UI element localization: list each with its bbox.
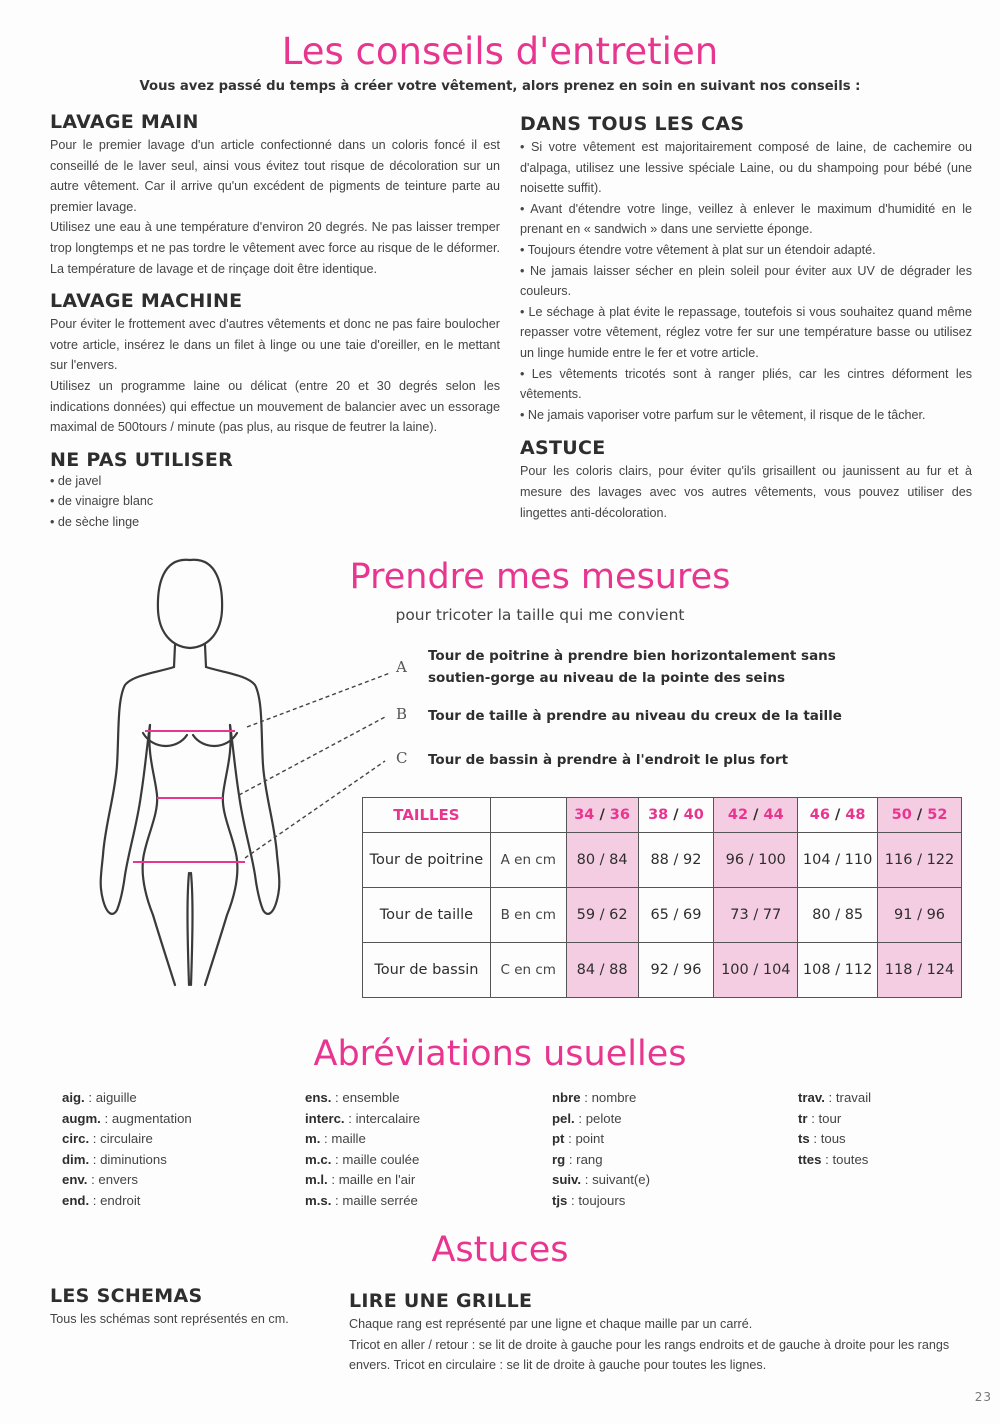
table-cell: 80 / 84 <box>566 833 638 888</box>
table-row <box>363 943 962 998</box>
tips-title: Astuces <box>431 1230 569 1270</box>
abbreviation-item: m.l. : maille en l'air <box>305 1172 416 1188</box>
size-header: 34 / 36 <box>566 798 638 833</box>
abbreviation-column-3 <box>552 1088 650 1212</box>
abbreviation-item: ttes : toutes <box>798 1151 869 1167</box>
abbreviation-item: end. : endroit <box>62 1192 141 1208</box>
care-right-column <box>520 113 972 523</box>
abbreviation-item: dim. : diminutions <box>62 1151 167 1167</box>
care-title: Les conseils d'entretien <box>281 30 719 73</box>
table-cell: 108 / 112 <box>798 943 878 998</box>
table-row <box>363 833 962 888</box>
abbreviation-item: aig. : aiguille <box>62 1090 137 1105</box>
schemas-section <box>50 1285 330 1330</box>
measures-subtitle: pour tricoter la taille qui me convient <box>395 606 685 624</box>
list-item: • Toujours étendre votre vêtement à plat sur un étendoir adapté. <box>520 240 972 261</box>
ne-pas-utiliser-list <box>50 471 500 533</box>
table-cell: 91 / 96 <box>878 888 962 943</box>
schemas-heading: LES SCHEMAS <box>50 1285 203 1307</box>
abbreviation-item: tjs : toujours <box>552 1192 626 1208</box>
table-header-empty <box>490 798 566 833</box>
page-number: 23 <box>974 1390 992 1404</box>
care-left-column <box>50 111 500 533</box>
torso-left-outline <box>143 725 175 985</box>
abbreviation-column-4 <box>798 1088 871 1170</box>
size-header: 46 / 48 <box>798 798 878 833</box>
lavage-machine-heading: LAVAGE MACHINE <box>50 290 243 313</box>
measure-text: Tour de bassin à prendre à l'endroit le plus fort <box>428 752 789 768</box>
table-cell: 92 / 96 <box>638 943 714 998</box>
abbreviation-column-1 <box>62 1088 192 1212</box>
abbreviation-item: ts : tous <box>798 1131 846 1147</box>
measure-letter: A <box>396 658 407 676</box>
grille-section <box>349 1290 961 1376</box>
astuce-text: Pour les coloris clairs, pour éviter qu'ils grisaillent ou jaunissent au fur et à mesure des lavages avec vos autres vêtements, vous pouvez utiliser des lingettes anti-décoloration. <box>520 464 972 520</box>
measure-text: Tour de taille à prendre au niveau du creux de la taille <box>428 708 842 724</box>
table-cell: 88 / 92 <box>638 833 714 888</box>
table-cell: 80 / 85 <box>798 888 878 943</box>
right-arm-outline <box>206 667 279 914</box>
table-cell: 104 / 110 <box>798 833 878 888</box>
grille-heading: LIRE UNE GRILLE <box>349 1290 533 1312</box>
table-cell: 100 / 104 <box>714 943 798 998</box>
abbreviation-item: pt : point <box>552 1131 605 1147</box>
table-row <box>363 888 962 943</box>
lavage-main-text-1: Pour le premier lavage d'un article confectionné dans un coloris foncé il est conseillé de le laver seul, ainsi vous évitez tout risque de décoloration sur un autre vêtement. Car il arrive qu'un excédent de pigments de teinture parte au premier lavage. <box>50 138 500 214</box>
lavage-machine-text-1: Pour éviter le frottement avec d'autres vêtements et donc ne pas faire boulocher votre article, insérez le dans un filet à linge ou une taie d'oreiller, en le mettant sur l'envers. <box>50 317 500 373</box>
table-cell: 73 / 77 <box>714 888 798 943</box>
list-item: • Avant d'étendre votre linge, veillez à enlever le maximum d'humidité en le prenant en « sandwich » dans une serviette éponge. <box>520 199 972 240</box>
list-item: • Le séchage à plat évite le repassage, toutefois si vous souhaitez quand même repasser votre vêtement, réglez votre fer sur une température basse ou utilisez un linge humide entre le fer et votre article. <box>520 302 972 364</box>
measure-text: Tour de poitrine à prendre bien horizontalement sans soutien-gorge au niveau de la pointe des seins <box>428 648 836 686</box>
size-header: 50 / 52 <box>878 798 962 833</box>
schemas-text: Tous les schémas sont représentés en cm. <box>50 1312 289 1326</box>
left-arm-outline <box>101 667 174 914</box>
list-item: • Ne jamais laisser sécher en plein soleil pour éviter aux UV de dégrader les couleurs. <box>520 261 972 302</box>
table-header-row <box>363 798 962 833</box>
list-item: • de vinaigre blanc <box>50 491 500 512</box>
row-unit: A en cm <box>490 833 566 888</box>
list-item: • de sèche linge <box>50 512 500 533</box>
abbreviations-title: Abréviations usuelles <box>313 1034 687 1074</box>
abbreviation-item: interc. : intercalaire <box>305 1110 421 1126</box>
size-header: 38 / 40 <box>638 798 714 833</box>
astuce-heading: ASTUCE <box>520 437 606 460</box>
table-cell: 118 / 124 <box>878 943 962 998</box>
lavage-machine-text-2: Utilisez un programme laine ou délicat (entre 20 et 30 degrés selon les indications données) qui effectue un mouvement de balancier avec un essorage maximal de 500tours / minute (pas plus, au risque de feutrer la laine). <box>50 378 500 435</box>
list-item: • de javel <box>50 471 500 492</box>
row-label: Tour de taille <box>363 888 491 943</box>
row-unit: C en cm <box>490 943 566 998</box>
torso-right-outline <box>205 725 237 985</box>
list-item: • Si votre vêtement est majoritairement composé de laine, de cachemire ou d'alpaga, utilisez une lessive spéciale Laine, ou du shampoing pour bébé (une noisette suffit). <box>520 137 972 199</box>
abbreviation-item: m.s. : maille serrée <box>305 1192 418 1208</box>
table-cell: 116 / 122 <box>878 833 962 888</box>
abbreviation-item: augm. : augmentation <box>62 1110 192 1126</box>
abbreviation-item: trav. : travail <box>798 1090 872 1105</box>
abbreviation-item: m. : maille <box>305 1131 366 1147</box>
measure-letter: C <box>396 749 408 767</box>
abbreviation-item: rg : rang <box>552 1151 603 1167</box>
size-table <box>362 797 962 998</box>
row-label: Tour de bassin <box>363 943 491 998</box>
abbreviation-column-2 <box>305 1088 420 1212</box>
table-cell: 84 / 88 <box>566 943 638 998</box>
lavage-main-text-2: Utilisez une eau à une température d'environ 20 degrés. Ne pas laisser tremper trop longtemps et ne pas tordre le vêtement avec force au risque de le déformer. La température de lavage et de rinçage doit être identique. <box>50 220 500 276</box>
abbreviation-item: nbre : nombre <box>552 1090 637 1105</box>
abbreviation-item: circ. : circulaire <box>62 1131 153 1147</box>
abbreviation-item: tr : tour <box>798 1110 842 1126</box>
size-header: 42 / 44 <box>714 798 798 833</box>
abbreviation-item: pel. : pelote <box>552 1110 622 1126</box>
table-cell: 59 / 62 <box>566 888 638 943</box>
bust-outline <box>143 733 237 746</box>
list-item: • Les vêtements tricotés sont à ranger pliés, car les cintres déforment les vêtements. <box>520 364 972 405</box>
abbreviation-item: ens. : ensemble <box>305 1090 400 1105</box>
table-header-label: TAILLES <box>363 798 491 833</box>
leader-line-a <box>247 673 390 727</box>
measure-letter: B <box>396 705 408 723</box>
lavage-main-heading: LAVAGE MAIN <box>50 111 199 133</box>
row-label: Tour de poitrine <box>363 833 491 888</box>
dans-tous-les-cas-heading: DANS TOUS LES CAS <box>520 113 745 135</box>
care-subtitle: Vous avez passé du temps à créer votre vêtement, alors prenez en soin en suivant nos conseils : <box>139 79 861 94</box>
grille-text-2: Tricot en aller / retour : se lit de droite à gauche pour les rangs endroits et de gauche à droite pour les rangs envers. Tricot en circulaire : se lit de droite à gauche pour toutes les lignes. <box>349 1337 950 1373</box>
dans-tous-les-cas-list <box>520 137 972 425</box>
grille-text-1: Chaque rang est représenté par une ligne et chaque maille par un carré. <box>349 1317 753 1331</box>
row-unit: B en cm <box>490 888 566 943</box>
ne-pas-utiliser-heading: NE PAS UTILISER <box>50 448 234 471</box>
abbreviation-item: suiv. : suivant(e) <box>552 1172 650 1188</box>
abbreviation-item: env. : envers <box>62 1172 138 1188</box>
legs-outline <box>188 873 193 985</box>
head-outline <box>158 560 222 648</box>
measures-title: Prendre mes mesures <box>349 557 731 597</box>
list-item: • Ne jamais vaporiser votre parfum sur le vêtement, il risque de le tâcher. <box>520 405 972 426</box>
abbreviation-item: m.c. : maille coulée <box>305 1151 420 1167</box>
table-cell: 65 / 69 <box>638 888 714 943</box>
table-cell: 96 / 100 <box>714 833 798 888</box>
